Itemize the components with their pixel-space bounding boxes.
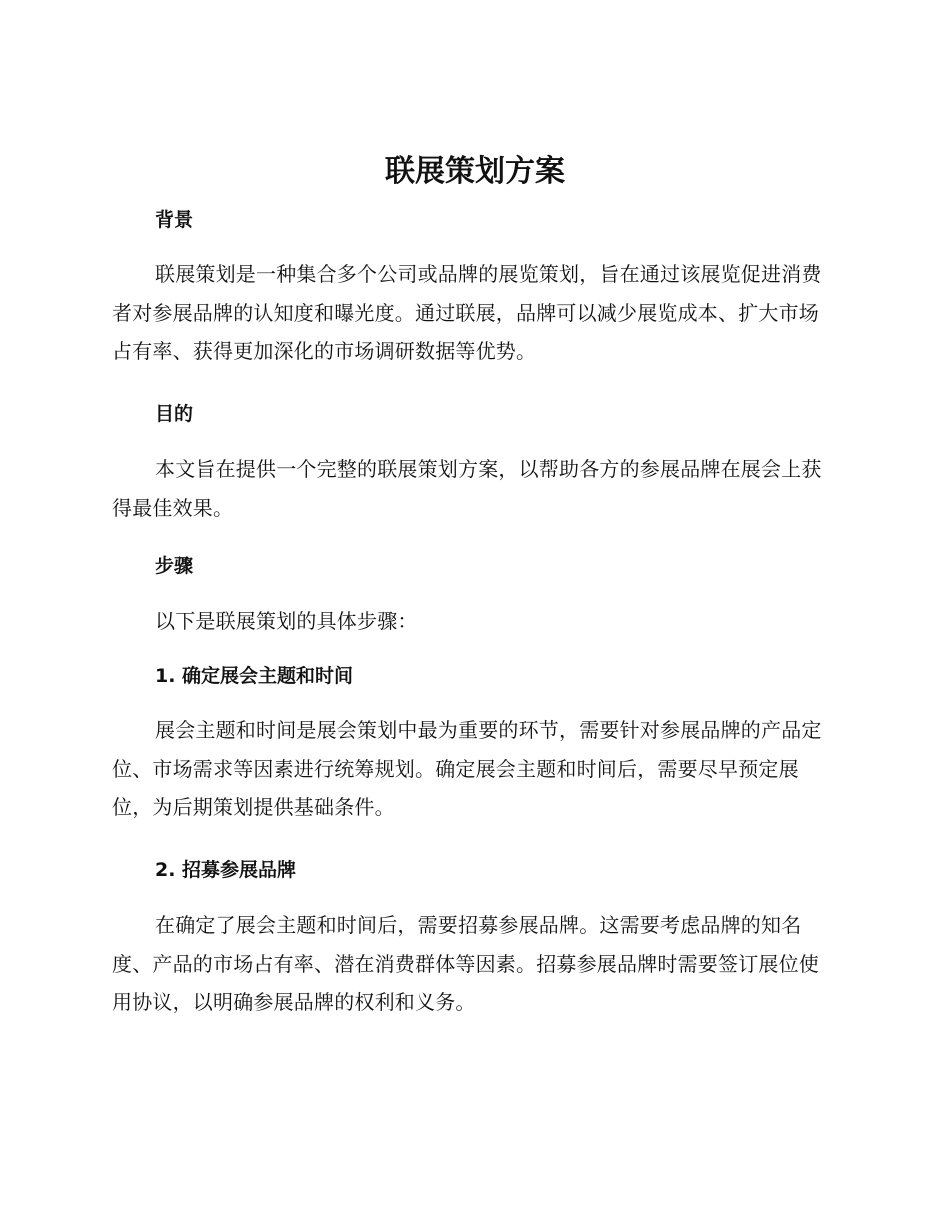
heading-purpose: 目的 bbox=[155, 403, 194, 425]
paragraph-purpose: 本文旨在提供一个完整的联展策划方案，以帮助各方的参展品牌在展会上获得最佳效果。 bbox=[112, 457, 822, 520]
paragraph-step-2: 在确定了展会主题和时间后，需要招募参展品牌。这需要考虑品牌的知名度、产品的市场占有率、潜在消费群体等因素。招募参展品牌时需要签订展位使用协议，以明确参展品牌的权利和义务。 bbox=[112, 913, 819, 1014]
paragraph-background: 联展策划是一种集合多个公司或品牌的展览策划，旨在通过该展览促进消费者对参展品牌的认知度和曝光度。通过联展，品牌可以减少展览成本、扩大市场占有率、获得更加深化的市场调研数据等优势。 bbox=[112, 262, 822, 363]
document-title: 联展策划方案 bbox=[385, 154, 565, 189]
heading-step-2: 2. 招募参展品牌 bbox=[155, 859, 297, 881]
heading-step-1: 1. 确定展会主题和时间 bbox=[155, 665, 354, 687]
heading-background: 背景 bbox=[155, 209, 194, 231]
heading-steps: 步骤 bbox=[155, 555, 194, 577]
paragraph-step-1: 展会主题和时间是展会策划中最为重要的环节，需要针对参展品牌的产品定位、市场需求等因素进行统筹规划。确定展会主题和时间后，需要尽早预定展位，为后期策划提供基础条件。 bbox=[112, 718, 822, 819]
paragraph-steps-intro: 以下是联展策划的具体步骤： bbox=[155, 609, 418, 633]
